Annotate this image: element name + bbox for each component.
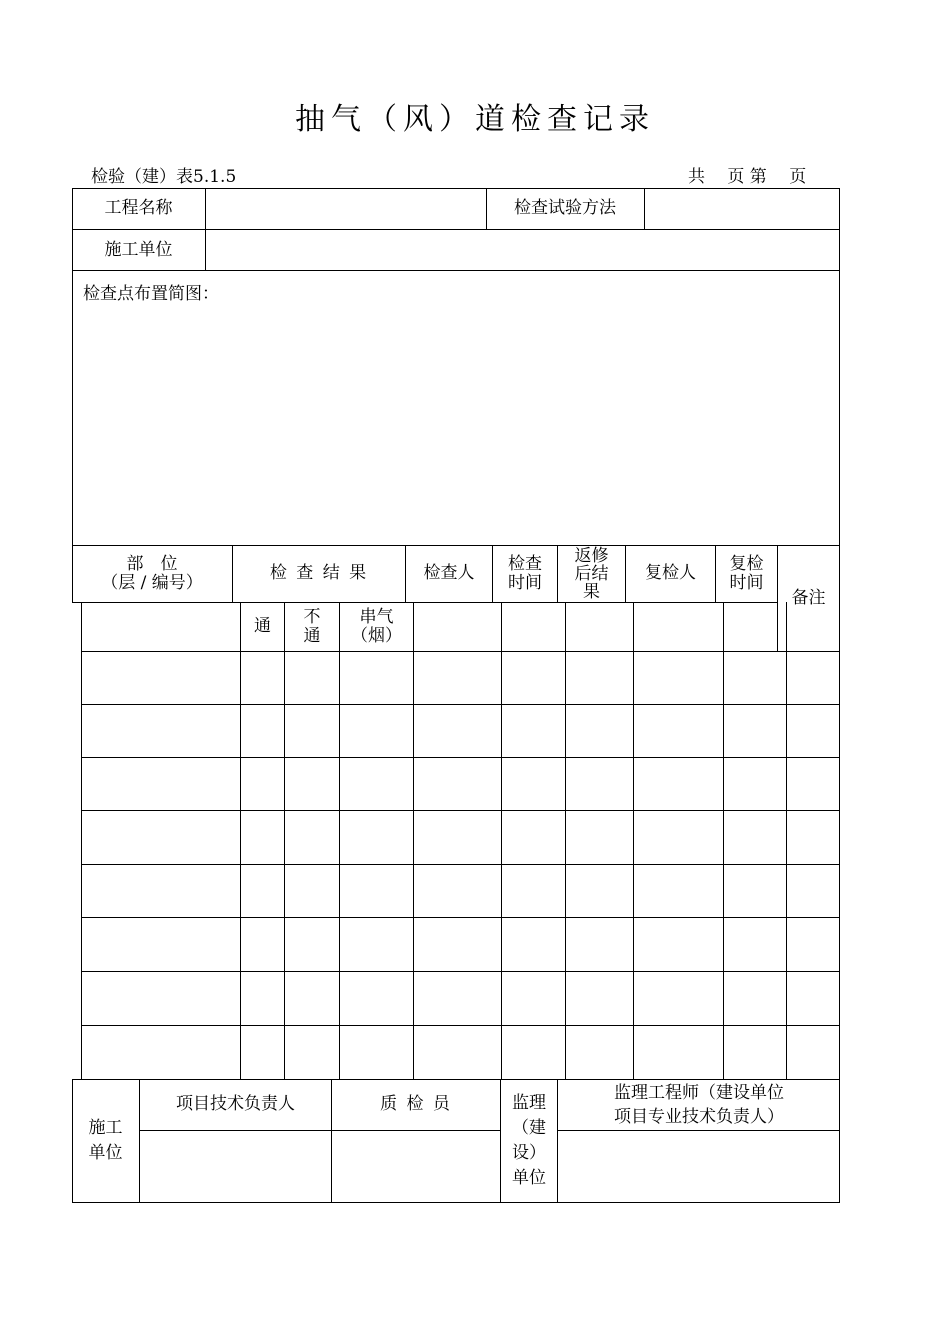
engineer-signature[interactable] xyxy=(558,1131,840,1203)
result-header: 检 查 结 果 xyxy=(269,563,369,583)
tech-lead-signature[interactable] xyxy=(140,1131,331,1203)
after-repair-header xyxy=(558,545,625,602)
construction-unit-field[interactable] xyxy=(206,229,840,271)
fail-header xyxy=(285,602,339,651)
after-repair-line1: 返修 xyxy=(574,545,609,566)
crossflow-header xyxy=(340,602,413,651)
reinspector-header: 复检人 xyxy=(645,563,696,583)
reinspect-time-line1: 复检 xyxy=(729,553,764,574)
inspect-time-line2: 时间 xyxy=(508,572,542,593)
crossflow-header-line2: （烟） xyxy=(351,625,402,646)
qc-label: 质 检 员 xyxy=(380,1094,452,1114)
fail-header-line2: 通 xyxy=(303,625,321,646)
supervision-side-label xyxy=(501,1079,557,1203)
pass-header: 通 xyxy=(254,616,271,636)
diagram-label: 检查点布置简图： xyxy=(83,284,219,304)
construction-side-line2: 单位 xyxy=(88,1143,123,1163)
page-info: 共 页 第 页 xyxy=(688,167,807,187)
inspect-time-header xyxy=(493,545,557,602)
supervision-side-line3: 设） xyxy=(512,1143,546,1163)
tech-lead-label: 项目技术负责人 xyxy=(176,1094,295,1114)
supervision-side-line4: 单位 xyxy=(512,1168,546,1188)
location-header-line1: 部 位 xyxy=(126,553,178,574)
after-repair-line3: 果 xyxy=(583,581,600,602)
construction-side-line1: 施工 xyxy=(88,1118,123,1138)
project-name-field[interactable] xyxy=(206,188,486,229)
reinspect-time-line2: 时间 xyxy=(729,572,764,593)
qc-signature[interactable] xyxy=(332,1131,500,1203)
engineer-label-line1: 监理工程师（建设单位 xyxy=(614,1082,784,1103)
inspect-time-line1: 检查 xyxy=(508,553,542,574)
project-name-label: 工程名称 xyxy=(104,198,173,218)
fail-header-line1: 不 xyxy=(303,606,321,627)
inspector-header: 检查人 xyxy=(423,563,475,583)
location-header xyxy=(72,545,232,602)
after-repair-line2: 后结 xyxy=(574,563,609,584)
engineer-label-line2: 项目专业技术负责人） xyxy=(614,1106,784,1127)
diagram-area xyxy=(72,270,840,546)
page-title: 抽气（风）道检查记录 xyxy=(295,102,655,137)
test-method-field[interactable] xyxy=(645,188,840,229)
crossflow-header-line1: 串气 xyxy=(359,606,394,627)
supervision-side-line1: 监理 xyxy=(512,1093,546,1113)
construction-unit-label: 施工单位 xyxy=(104,239,173,260)
supervision-side-line2: （建 xyxy=(512,1118,546,1138)
engineer-label xyxy=(558,1079,840,1130)
reinspect-time-header xyxy=(716,545,777,602)
location-header-line2: （层 / 编号） xyxy=(101,572,203,593)
form-code: 检验（建）表5.1.5 xyxy=(91,167,237,187)
test-method-label: 检查试验方法 xyxy=(514,198,616,218)
remarks-header: 备注 xyxy=(791,587,826,608)
construction-side-label xyxy=(72,1079,139,1203)
